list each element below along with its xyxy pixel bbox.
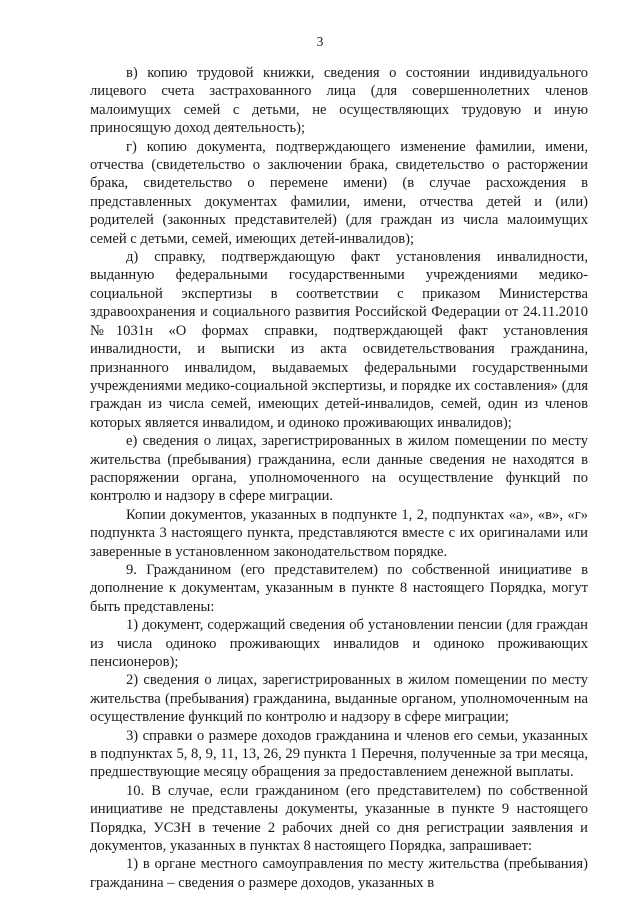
paragraph-item-d: д) справку, подтверждающую факт установления инвалидности, выданную федеральными государственными учреждениями медико-социальной экспертизы в соответствии с приказом Министерства здравоохранения и социального развития Российской Федерации от 24.11.2010 №1031н «О формах справки, подтверждающей факт установления инвалидности, и выписки из акта освидетельствования гражданина, признанного инвалидом, выдаваемых федеральными государственными учреждениями медико-социальной экспертизы, и порядке их составления» (для граждан из числа семей, имеющих детей-инвалидов, семей, один из членов которых является инвалидом, и одиноко проживающих инвалидов); (90, 249, 588, 431)
paragraph-item-v: в) копию трудовой книжки, сведения о состоянии индивидуального лицевого счета застрахованного лица (для совершеннолетних членов малоимущих семей с детьми, не осуществляющих трудовую и иную приносящую доход деятельность); (90, 65, 588, 137)
paragraph-item-e: е) сведения о лицах, зарегистрированных в жилом помещении по месту жительства (пребывания) гражданина, если данные сведения не находятся в распоряжении органа, уполномоченного на осуществление функций по контролю и надзору в сфере миграции. (90, 433, 588, 505)
paragraph-clause-9-item-1: 1) документ, содержащий сведения об установлении пенсии (для граждан из числа одиноко проживающих инвалидов и одиноко проживающих пенсионеров); (90, 617, 588, 670)
paragraph-clause-9-item-3: 3) справки о размере доходов гражданина и членов его семьи, указанных в подпунктах 5, 8, 9, 11, 13, 26, 29 пункта 1 Перечня, полученные за три месяца, предшествующие месяцу обращения за предоставлением денежной выплаты. (90, 727, 588, 781)
paragraph-clause-9: 9. Гражданином (его представителем) по собственной инициативе в дополнение к документам, указанным в пункте 8 настоящего Порядка, могут быть представлены: (90, 561, 588, 615)
paragraph-copies: Копии документов, указанных в подпункте 1, 2, подпунктах «а», «в», «г» подпункта 3 настоящего пункта, представляются вместе с их оригиналами или заверенные в установленном законодательством порядке. (90, 506, 588, 560)
page-number: 3 (316, 34, 324, 49)
paragraph-item-g: г) копию документа, подтверждающего изменение фамилии, имени, отчества (свидетельство о заключении брака, свидетельство о расторжении брака, свидетельство о перемене имени) (в случае расхождения в представленных документах фамилии, имени, отчества детей и (или) родителей (законных представителей) (для граждан из числа малоимущих семей с детьми, семей, имеющих детей-инвалидов); (90, 138, 588, 247)
paragraph-clause-9-item-2: 2) сведения о лицах, зарегистрированных в жилом помещении по месту жительства (пребывания) гражданина, выданные органом, уполномоченным на осуществление функций по контролю и надзору в сфере миграции; (90, 672, 588, 726)
document-body (90, 64, 588, 892)
paragraph-clause-10: 10. В случае, если гражданином (его представителем) по собственной инициативе не представлены документы, указанные в пункте 9 настоящего Порядка, УСЗН в течение 2 рабочих дней со дня регистрации заявления и документов, указанных в пунктах 8 настоящего Порядка, запрашивает: (90, 782, 588, 855)
paragraph-clause-10-item-1: 1) в органе местного самоуправления по месту жительства (пребывания) гражданина – сведения о размере доходов, указанных в (90, 856, 588, 891)
